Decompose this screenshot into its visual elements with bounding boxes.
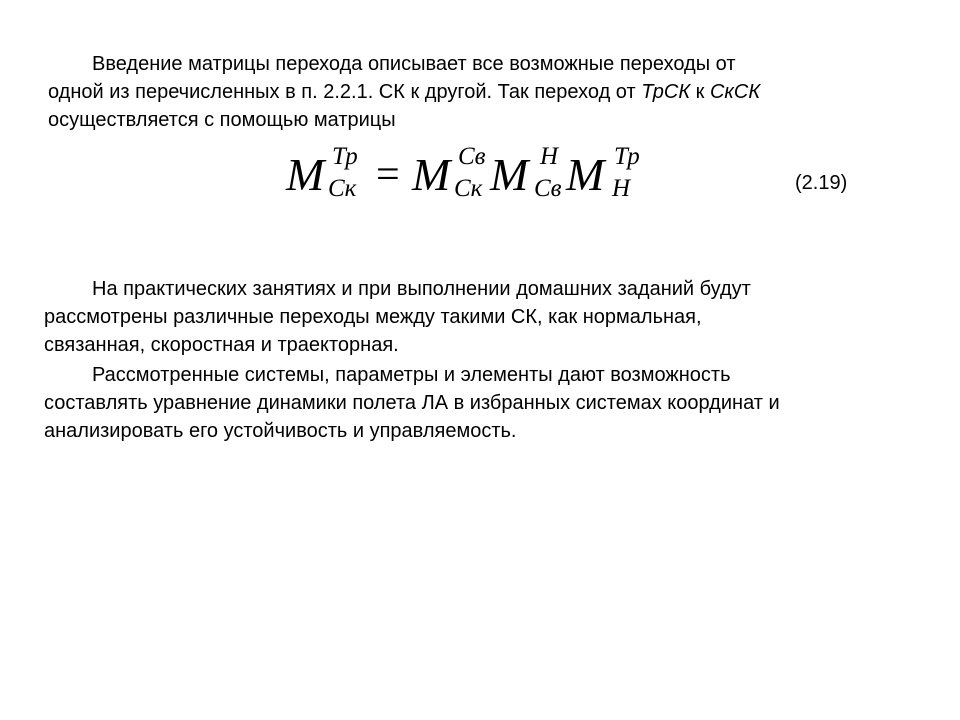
sksk-term: СкСК xyxy=(709,81,761,103)
intro-line-2 xyxy=(48,80,760,104)
intro-line-3: осуществляется с помощью матрицы xyxy=(48,109,396,131)
formula-lhs-sup: Тр xyxy=(332,143,358,170)
formula-rhs-2-symbol: M xyxy=(490,149,529,200)
paragraph3-line-1: Рассмотренные системы, параметры и элементы дают возможность xyxy=(92,364,731,386)
paragraph2-line-3: связанная, скоростная и траекторная. xyxy=(44,334,399,356)
paragraph3-line-3: анализировать его устойчивость и управляемость. xyxy=(44,420,517,442)
trsk-term: ТрСК xyxy=(641,81,691,103)
paragraph2-line-1: На практических занятиях и при выполнении домашних заданий будут xyxy=(92,278,751,300)
formula-lhs-symbol: M xyxy=(286,149,325,200)
formula-rhs-1-sub: Ск xyxy=(454,175,483,202)
formula-rhs-3-sup: Тр xyxy=(614,143,640,170)
paragraph3-line-2: составлять уравнение динамики полета ЛА в избранных системах координат и xyxy=(44,392,780,414)
intro-line-2-k: к xyxy=(690,81,710,103)
equation-number: (2.19) xyxy=(795,172,848,194)
formula-rhs-3-symbol: M xyxy=(566,149,605,200)
formula-rhs-2-sub: Св xyxy=(534,175,562,202)
intro-line-1: Введение матрицы перехода описывает все возможные переходы от xyxy=(92,53,736,75)
formula-lhs-sub: Ск xyxy=(328,175,357,202)
intro-line-2-text: одной из перечисленных в п. 2.2.1. СК к другой. Так переход от xyxy=(48,81,642,103)
formula-rhs-3-sub: Н xyxy=(612,175,631,202)
formula-rhs-1-symbol: M xyxy=(412,149,451,200)
formula-rhs-2-sup: Н xyxy=(540,143,559,170)
formula-equals: = xyxy=(376,152,400,198)
paragraph2-line-2: рассмотрены различные переходы между такими СК, как нормальная, xyxy=(44,306,702,328)
formula-rhs-1-sup: Св xyxy=(458,143,486,170)
